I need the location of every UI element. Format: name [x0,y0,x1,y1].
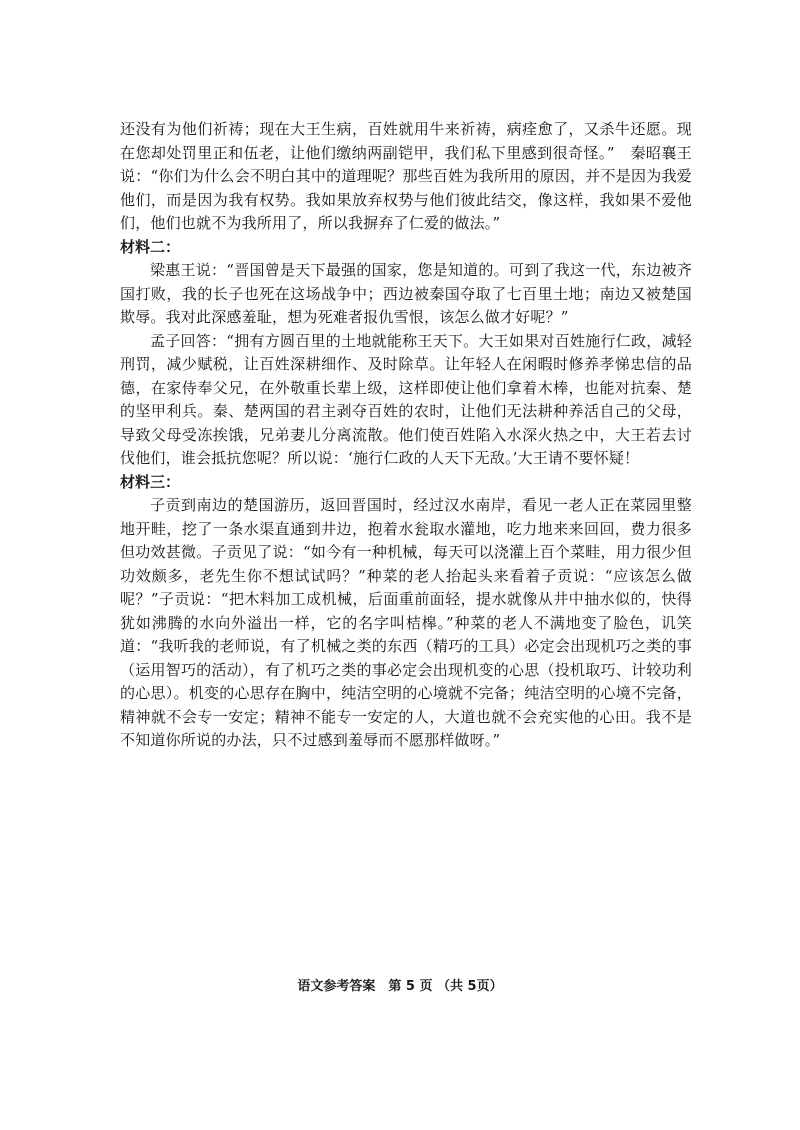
material-two-paragraph-2: 孟子回答：“拥有方圆百里的土地就能称王天下。大王如果对百姓施行仁政，减轻刑罚，减少赋税，让百姓深耕细作、及时除草。让年轻人在闲暇时修养孝悌忠信的品德，在家侍奉父兄，在外敬重长辈上级，这样即使让他们拿着木棒，也能对抗秦、楚的坚甲利兵。秦、楚两国的君主剥夺百姓的农时，让他们无法耕种养活自己的父母，导致父母受冻挨饿，兄弟妻儿分离流散。他们使百姓陷入水深火热之中，大王若去讨伐他们，谁会抵抗您呢？所以说：‘施行仁政的人天下无敌。’大王请不要怀疑！ [120,331,692,467]
material-three-paragraph: 子贡到南边的楚国游历，返回晋国时，经过汉水南岸，看见一老人正在菜园里整地开畦，挖了一条水渠直通到井边，抱着水瓮取水灌地，吃力地来来回回，费力很多但功效甚微。子贡见了说：“如今有一种机械，每天可以浇灌上百个菜畦，用力很少但功效颇多，老先生你不想试试吗？”种菜的老人抬起头来看着子贡说：“应该怎么做呢？”子贡说：“把木料加工成机械，后面重前面轻，提水就像从井中抽水似的，快得犹如沸腾的水向外溢出一样，它的名字叫桔槔。”种菜的老人不满地变了脸色，讥笑道：“我听我的老师说，有了机械之类的东西（精巧的工具）必定会出现机巧之类的事（运用智巧的活动），有了机巧之类的事必定会出现机变的心思（投机取巧、计较功利的心思）。机变的心思存在胸中，纯洁空明的心境就不完备；纯洁空明的心境不完备，精神就不会专一安定；精神不能专一安定的人，大道也就不会充实他的心田。我不是不知道你所说的办法，只不过感到羞辱而不愿那样做呀。” [120,496,692,749]
material-one-continuation: 还没有为他们祈祷；现在大王生病，百姓就用牛来祈祷，病痊愈了，又杀牛还愿。现在您却处罚里正和伍老，让他们缴纳两副铠甲，我们私下里感到很奇怪。” 秦昭襄王说：“你们为什么会不明白其中的道理呢？那些百姓为我所用的原因，并不是因为我爱他们，而是因为我有权势。我如果放弃权势与他们彼此结交，像这样，我如果不爱他们，他们也就不为我所用了，所以我摒弃了仁爱的做法。” [120,120,692,232]
material-two-paragraph-1: 梁惠王说：“晋国曾是天下最强的国家，您是知道的。可到了我这一代，东边被齐国打败，我的长子也死在这场战争中；西边被秦国夺取了七百里土地；南边又被楚国欺辱。我对此深感羞耻，想为死难者报仇雪恨，该怎么做才好呢？” [120,261,692,326]
material-two-heading: 材料二： [120,237,181,256]
material-three-heading: 材料三： [120,472,181,491]
page-footer: 语文参考答案 第 5 页 （共 5页） [297,979,503,994]
answer-page-body [120,118,692,753]
